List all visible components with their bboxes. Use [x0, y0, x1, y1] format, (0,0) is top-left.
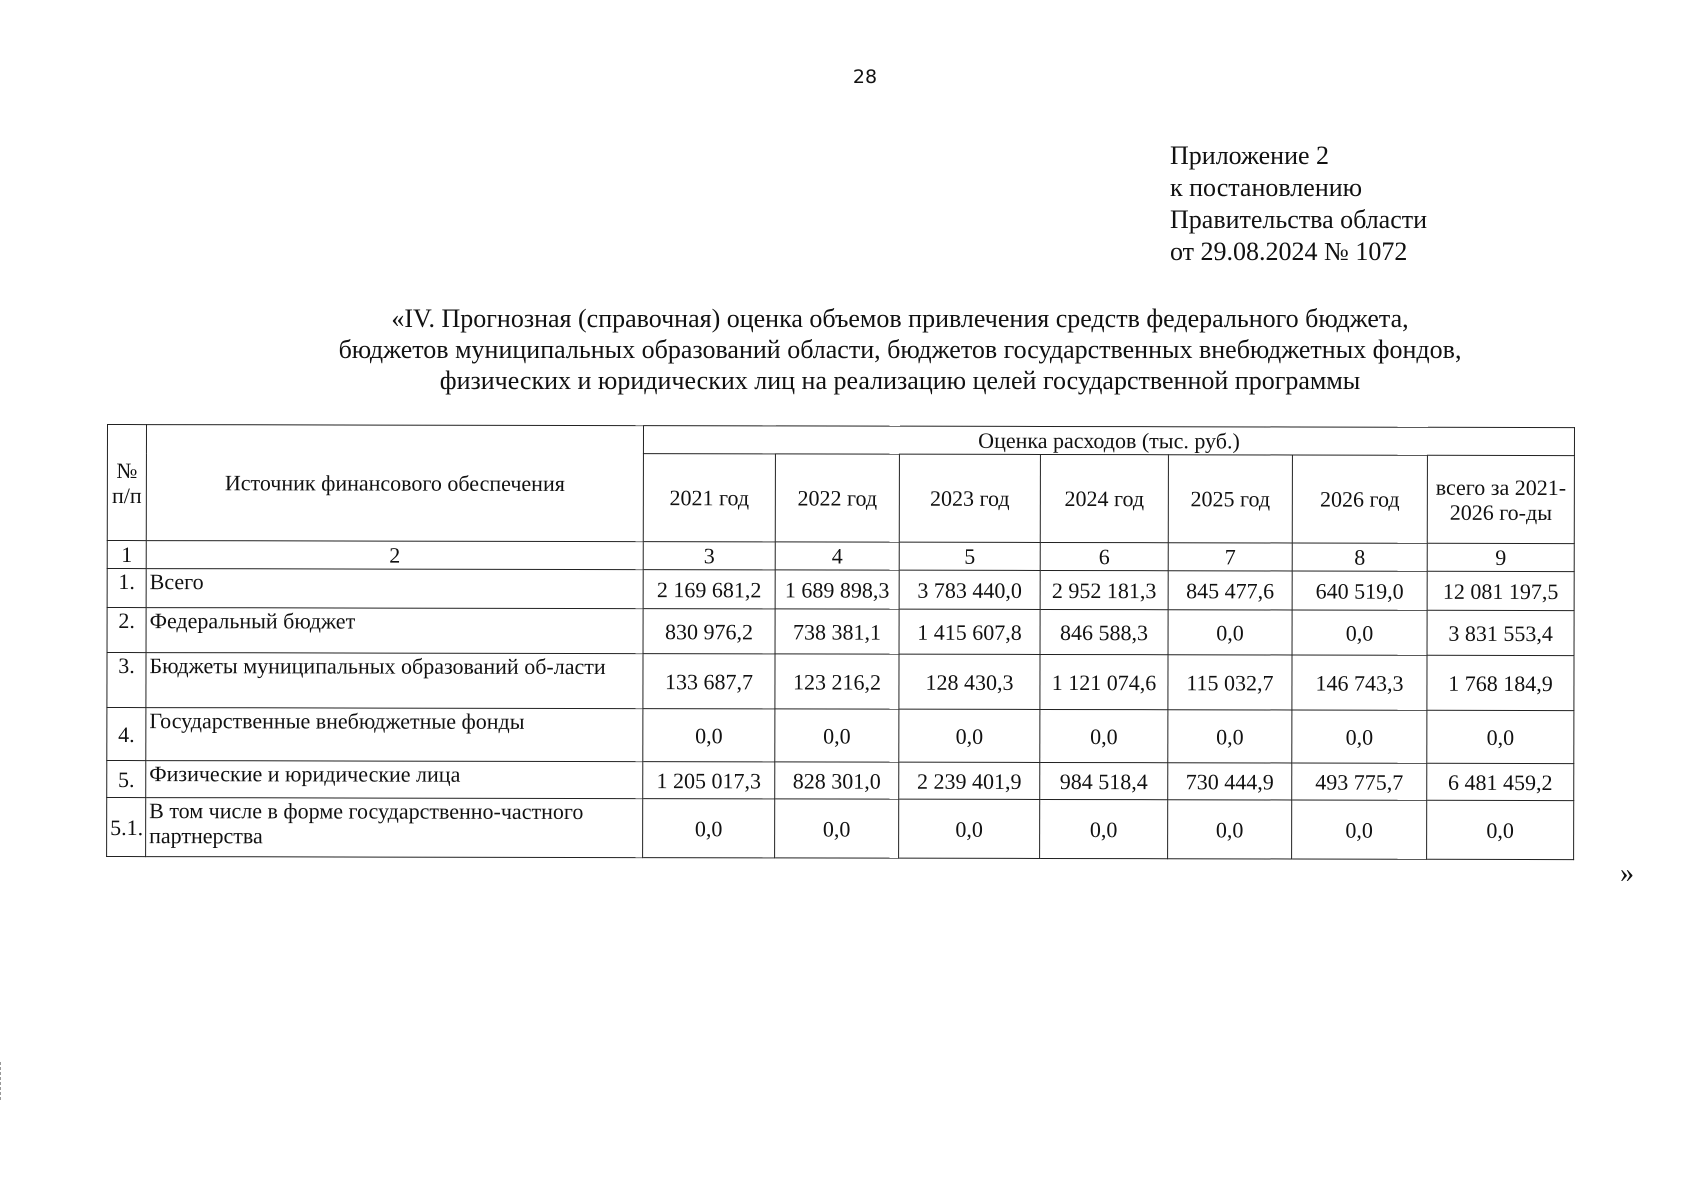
- table-row: [107, 608, 1574, 656]
- header-year: 2021 год: [643, 454, 775, 542]
- col-number: 1: [107, 541, 146, 569]
- funding-table: [106, 424, 1575, 860]
- row-source: Физические и юридические лица: [146, 761, 643, 799]
- header-year: 2023 год: [899, 454, 1040, 542]
- row-value: 738 381,1: [775, 609, 899, 654]
- row-value: 3 831 553,4: [1427, 610, 1574, 655]
- row-value: 493 775,7: [1292, 763, 1427, 800]
- page-number: 28: [852, 66, 878, 88]
- col-number: 7: [1168, 543, 1292, 571]
- header-year: 2024 год: [1040, 454, 1168, 542]
- row-num: 1.: [107, 569, 146, 608]
- header-num: № п/п: [107, 425, 146, 541]
- row-value: 2 169 681,2: [643, 570, 775, 609]
- row-value: 0,0: [1040, 709, 1168, 762]
- row-value: 640 519,0: [1292, 571, 1427, 610]
- appendix-line: Правительства области: [1170, 205, 1428, 234]
- row-num: 5.: [107, 761, 146, 798]
- appendix-line: Приложение 2: [1170, 141, 1330, 170]
- row-value: 0,0: [1292, 710, 1427, 763]
- appendix-line: к постановлению: [1170, 173, 1363, 202]
- row-source: Бюджеты муниципальных образований об-ласти: [146, 653, 643, 709]
- col-number: 6: [1040, 542, 1168, 570]
- row-value: 0,0: [899, 799, 1040, 858]
- table-row: [107, 798, 1574, 860]
- row-num: 4.: [107, 708, 146, 761]
- row-value: 133 687,7: [643, 654, 775, 709]
- row-source: Всего: [146, 569, 643, 609]
- row-value: 146 743,3: [1292, 655, 1427, 710]
- row-value: 1 768 184,9: [1427, 655, 1574, 710]
- col-number: 9: [1427, 543, 1574, 571]
- closing-quote: »: [1620, 858, 1634, 889]
- row-source: В том числе в форме государственно-частного партнерства: [146, 798, 643, 858]
- col-number: 5: [899, 542, 1040, 570]
- title-line: бюджетов муниципальных образований области, бюджетов государственных внебюджетных фондов,: [338, 335, 1462, 364]
- row-value: 0,0: [1292, 800, 1427, 859]
- col-number: 2: [146, 541, 643, 570]
- row-value: 2 239 401,9: [899, 762, 1040, 799]
- row-value: 6 481 459,2: [1427, 763, 1574, 800]
- row-value: 1 415 607,8: [899, 609, 1040, 654]
- table-row: [107, 708, 1574, 764]
- row-num: 3.: [107, 653, 146, 708]
- appendix-line: от 29.08.2024 № 1072: [1170, 237, 1408, 266]
- column-number-row: [107, 541, 1574, 572]
- row-value: 128 430,3: [899, 654, 1040, 709]
- col-number: 4: [775, 542, 899, 570]
- row-source: Федеральный бюджет: [146, 608, 643, 654]
- col-number: 3: [643, 542, 775, 570]
- title-line: «IV. Прогнозная (справочная) оценка объемов привлечения средств федерального бюджета,: [391, 304, 1409, 333]
- row-value: 123 216,2: [775, 654, 899, 709]
- row-value: 0,0: [1292, 610, 1427, 655]
- row-value: 0,0: [1427, 710, 1574, 763]
- header-year: 2025 год: [1168, 455, 1292, 543]
- row-value: 0,0: [643, 799, 775, 858]
- row-value: 846 588,3: [1040, 609, 1168, 654]
- row-value: 0,0: [1168, 610, 1292, 655]
- header-source: Источник финансового обеспечения: [146, 425, 643, 542]
- col-number: 8: [1292, 543, 1427, 571]
- row-source: Государственные внебюджетные фонды: [146, 708, 643, 762]
- row-value: 830 976,2: [643, 609, 775, 654]
- scan-edge-marks: [0, 1062, 5, 1100]
- row-value: 730 444,9: [1168, 763, 1292, 800]
- row-value: 0,0: [1168, 710, 1292, 763]
- row-value: 845 477,6: [1168, 571, 1292, 610]
- table-row: [107, 569, 1574, 611]
- row-value: 0,0: [1168, 800, 1292, 859]
- row-value: 0,0: [643, 709, 775, 762]
- section-title: [270, 303, 1530, 396]
- row-value: 1 121 074,6: [1040, 654, 1168, 709]
- row-value: 1 205 017,3: [643, 762, 775, 799]
- header-year: 2026 год: [1292, 455, 1427, 543]
- title-line: физических и юридических лиц на реализацию целей государственной программы: [439, 366, 1361, 395]
- row-value: 828 301,0: [775, 762, 899, 799]
- row-value: 1 689 898,3: [775, 570, 899, 609]
- row-value: 984 518,4: [1040, 762, 1168, 799]
- row-num: 5.1.: [107, 798, 146, 857]
- row-value: 0,0: [775, 799, 899, 858]
- appendix-block: [1170, 140, 1427, 268]
- row-num: 2.: [107, 608, 146, 653]
- row-value: 0,0: [775, 709, 899, 762]
- header-year: 2022 год: [775, 454, 899, 542]
- table-row: [107, 653, 1574, 711]
- row-value: 3 783 440,0: [899, 570, 1040, 609]
- row-value: 0,0: [1427, 800, 1574, 859]
- row-value: 12 081 197,5: [1427, 571, 1574, 610]
- table-row: [107, 761, 1574, 801]
- row-value: 0,0: [899, 709, 1040, 762]
- row-value: 115 032,7: [1168, 655, 1292, 710]
- row-value: 0,0: [1040, 799, 1168, 858]
- row-value: 2 952 181,3: [1040, 570, 1168, 609]
- header-estimate: Оценка расходов (тыс. руб.): [643, 426, 1574, 456]
- header-total: всего за 2021-2026 го-ды: [1427, 455, 1574, 543]
